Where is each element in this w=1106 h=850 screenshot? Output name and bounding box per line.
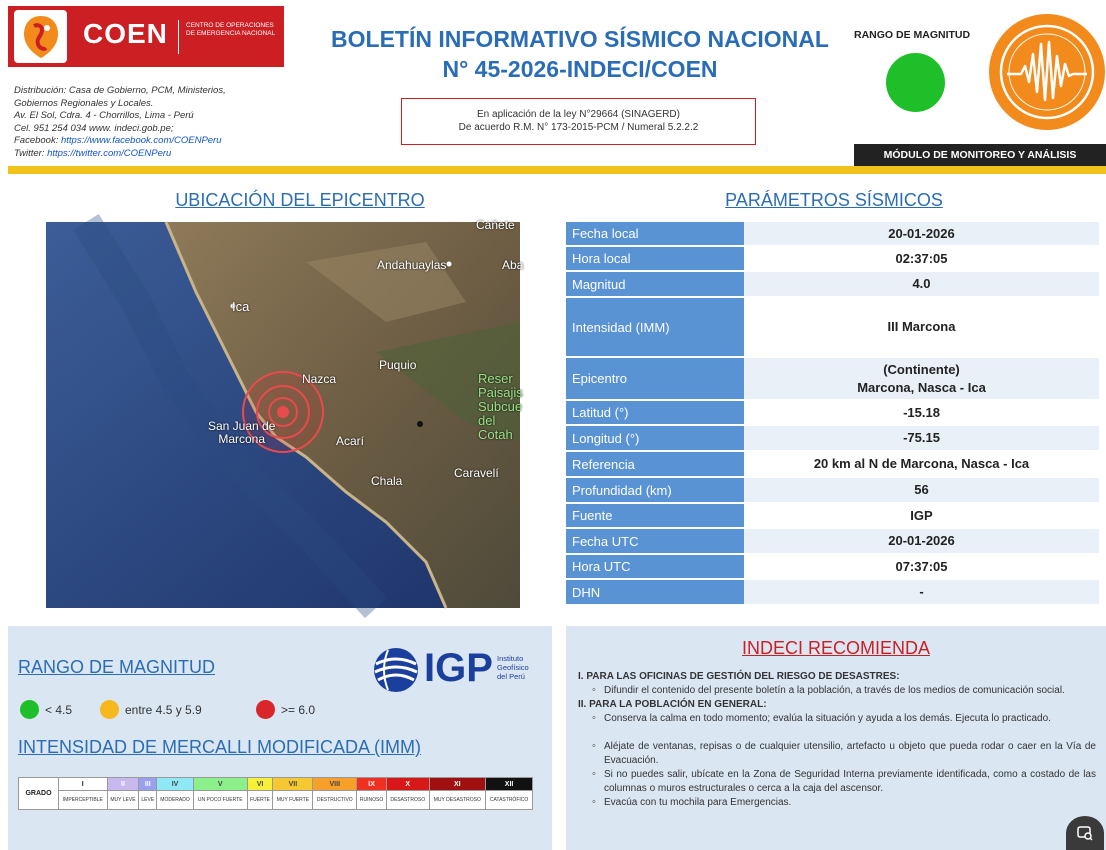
mercalli-grade: II [107, 778, 139, 791]
param-value-line: (Continente) [883, 361, 960, 377]
twitter-label: Twitter: [14, 147, 48, 159]
mercalli-desc: DESASTROSO [386, 791, 429, 810]
mercalli-grade: III [139, 778, 157, 791]
logo-divider [178, 20, 179, 54]
map-label: Puquio [379, 358, 417, 372]
mercalli-grade: XII [486, 778, 533, 791]
map-label-line: San Juan de [208, 419, 276, 433]
igp-globe-icon [372, 646, 420, 694]
map-label: Aba [502, 258, 524, 272]
param-value [744, 358, 1099, 401]
param-key: Intensidad (IMM) [566, 298, 744, 358]
rango-title: RANGO DE MAGNITUD [18, 657, 216, 677]
param-row [566, 401, 1099, 426]
map-label: Ica [232, 299, 250, 314]
mercalli-grade: IX [357, 778, 387, 791]
logo-subtitle: CENTRO DE OPERACIONES DE EMERGENCIA NACIONAL [186, 22, 276, 37]
param-key: Latitud (°) [566, 401, 744, 426]
mercalli-desc: CATASTRÓFICO [486, 791, 533, 810]
distribution-line: Distribución: Casa de Gobierno, PCM, Ministerios, [14, 85, 226, 96]
recomienda-body [578, 670, 1096, 810]
legend-label: entre 4.5 y 5.9 [125, 702, 202, 717]
param-row [566, 478, 1099, 504]
recomienda-heading: II. PARA LA POBLACIÓN EN GENERAL: [578, 699, 767, 710]
param-row [566, 555, 1099, 580]
epicentro-title: UBICACIÓN DEL EPICENTRO [175, 190, 425, 210]
mercalli-desc: FUERTE [247, 791, 273, 810]
recomienda-heading: I. PARA LAS OFICINAS DE GESTIÓN DEL RIESGO DE DESASTRES: [578, 671, 900, 682]
map-label [208, 420, 275, 446]
distribution-info [14, 85, 294, 161]
recomienda-list [578, 684, 1096, 698]
twitter-line [14, 148, 294, 161]
bulletin-number: N° 45-2026-INDECI/COEN [442, 56, 718, 82]
mercalli-desc: IMPERCEPTIBLE [59, 791, 108, 810]
map-label-line: Paisajis [478, 385, 523, 400]
law-line: De acuerdo R.M. N° 173-2015-PCM / Numeral 5.2.2.2 [458, 122, 699, 133]
legend-label: < 4.5 [45, 702, 73, 717]
mercalli-title: INTENSIDAD DE MERCALLI MODIFICADA (IMM) [18, 737, 422, 757]
recomienda-panel [566, 626, 1106, 850]
map-label-line: Marcona [218, 432, 266, 446]
param-value: 20 km al N de Marcona, Nasca - Ica [744, 452, 1099, 478]
param-row [566, 298, 1099, 358]
green-dot-icon [20, 700, 39, 719]
param-key: DHN [566, 580, 744, 606]
igp-subtitle-line: del Perú [497, 672, 525, 681]
mercalli-desc: LEVE [139, 791, 157, 810]
epicenter-map [46, 218, 524, 608]
image-search-icon [1076, 824, 1094, 842]
param-key: Fecha local [566, 222, 744, 247]
param-key: Hora local [566, 247, 744, 272]
param-key: Magnitud [566, 272, 744, 298]
map-label-line: Subcue [478, 399, 523, 414]
mercalli-grade: VI [247, 778, 273, 791]
facebook-line [14, 135, 294, 148]
parametros-table [566, 222, 1099, 606]
mercalli-desc-row [19, 791, 533, 810]
facebook-label: Facebook: [14, 135, 61, 147]
mercalli-desc: MUY DESASTROSO [429, 791, 486, 810]
param-key: Fecha UTC [566, 529, 744, 555]
mercalli-desc: UN POCO FUERTE [193, 791, 247, 810]
grado-label: GRADO [19, 778, 59, 810]
header-divider [8, 166, 1106, 174]
bulletin-title-line1: BOLETÍN INFORMATIVO SÍSMICO NACIONAL [331, 26, 829, 52]
map-label: Caravelí [454, 466, 499, 480]
mercalli-desc: MODERADO [157, 791, 194, 810]
recomienda-title: INDECI RECOMIENDA [741, 638, 930, 658]
legend-mid [100, 700, 202, 719]
mercalli-grade: X [386, 778, 429, 791]
legend-low [20, 700, 72, 719]
igp-text: IGP [424, 646, 493, 690]
twitter-link[interactable]: https://twitter.com/COENPeru [47, 147, 172, 159]
param-value: 56 [744, 478, 1099, 504]
param-value: 4.0 [744, 272, 1099, 298]
distribution-line: Av. El Sol, Cdra. 4 - Chorrillos, Lima - Perú [14, 110, 194, 122]
param-key: Epicentro [566, 358, 744, 401]
map-label [478, 372, 523, 442]
igp-subtitle-line: Instituto [497, 654, 524, 663]
param-row [566, 580, 1099, 606]
mercalli-grade: I [59, 778, 108, 791]
map-label: Cañete [476, 218, 515, 232]
param-value: IGP [744, 504, 1099, 529]
recomienda-item: ◦ Aléjate de ventanas, repisas o de cualquier utensilio, artefacto u objeto que pueda rodar o caer en la Vía de Evacuación. [592, 740, 1096, 768]
param-value: - [744, 580, 1099, 606]
parametros-title: PARÁMETROS SÍSMICOS [725, 190, 943, 210]
mercalli-grade: IV [157, 778, 194, 791]
param-row [566, 358, 1099, 401]
facebook-link[interactable]: https://www.facebook.com/COENPeru [61, 135, 222, 147]
logo-word: COEN [83, 18, 168, 49]
map-label: Acarí [336, 434, 365, 448]
map-label: Chala [371, 474, 403, 488]
recomienda-item: ◦ Difundir el contenido del presente boletín a la población, a través de los medios de comunicación social. [592, 684, 1096, 698]
red-dot-icon [256, 700, 275, 719]
mercalli-grade: VII [273, 778, 313, 791]
param-value: -15.18 [744, 401, 1099, 426]
param-value: -75.15 [744, 426, 1099, 452]
floating-action-button[interactable] [1066, 816, 1104, 850]
param-key: Hora UTC [566, 555, 744, 580]
param-value: 20-01-2026 [744, 529, 1099, 555]
mercalli-grade: XI [429, 778, 486, 791]
law-reference-box [401, 98, 756, 145]
param-row [566, 504, 1099, 529]
mercalli-desc: MUY FUERTE [273, 791, 313, 810]
param-value: 02:37:05 [744, 247, 1099, 272]
rango-header-label: RANGO DE MAGNITUD [854, 29, 971, 41]
legend-high [256, 700, 315, 719]
mercalli-desc: DESTRUCTIVO [313, 791, 357, 810]
map-label-line: Reser [478, 371, 513, 386]
legend-label: >= 6.0 [281, 702, 316, 717]
param-row [566, 452, 1099, 478]
map-label: Nazca [302, 372, 337, 386]
map-label-line: del Cotah [478, 413, 513, 442]
igp-subtitle-line: Geofísico [497, 663, 529, 672]
map-label: Andahuaylas [377, 258, 447, 272]
coen-emblem-icon [14, 10, 67, 63]
yellow-dot-icon [100, 700, 119, 719]
distribution-line: Cel. 951 254 034 www. indeci.gob.pe; [14, 122, 174, 134]
igp-logo [372, 644, 542, 694]
param-row [566, 426, 1099, 452]
mercalli-grade: VIII [313, 778, 357, 791]
mercalli-grade-row [19, 778, 533, 791]
param-key: Fuente [566, 504, 744, 529]
modulo-banner: MÓDULO DE MONITOREO Y ANÁLISIS [854, 144, 1106, 166]
seismograph-logo-icon [989, 14, 1105, 130]
magnitude-indicator [886, 53, 945, 112]
param-key: Profundidad (km) [566, 478, 744, 504]
rango-panel [8, 626, 552, 850]
param-row [566, 272, 1099, 298]
coen-logo [8, 6, 284, 67]
param-row [566, 529, 1099, 555]
param-row [566, 247, 1099, 272]
param-value-line: Marcona, Nasca - Ica [857, 379, 986, 395]
recomienda-item: ◦ Evacúa con tu mochila para Emergencias. [592, 796, 1096, 810]
mercalli-table [18, 777, 533, 810]
bulletin-title [310, 24, 850, 84]
distribution-line: Gobiernos Regionales y Locales. [14, 97, 154, 109]
mercalli-desc: MUY LEVE [107, 791, 139, 810]
mercalli-desc: RUINOSO [357, 791, 387, 810]
recomienda-item: ◦ Conserva la calma en todo momento; evalúa la situación y ayuda a los demás. Ejecuta lo practicado. [592, 712, 1096, 726]
param-key: Referencia [566, 452, 744, 478]
law-line: En aplicación de la ley N°29664 (SINAGERD) [477, 109, 680, 120]
mercalli-grade: V [193, 778, 247, 791]
param-value: III Marcona [744, 298, 1099, 358]
recomienda-list [578, 712, 1096, 810]
recomienda-item: ◦ Si no puedes salir, ubícate en la Zona de Seguridad Interna previamente identificada, como a costado de las columnas o muros estructurales o cerca a la caja del ascensor. [592, 768, 1096, 796]
param-value: 20-01-2026 [744, 222, 1099, 247]
param-row [566, 222, 1099, 247]
param-value: 07:37:05 [744, 555, 1099, 580]
param-key: Longitud (°) [566, 426, 744, 452]
igp-subtitle [497, 654, 529, 681]
